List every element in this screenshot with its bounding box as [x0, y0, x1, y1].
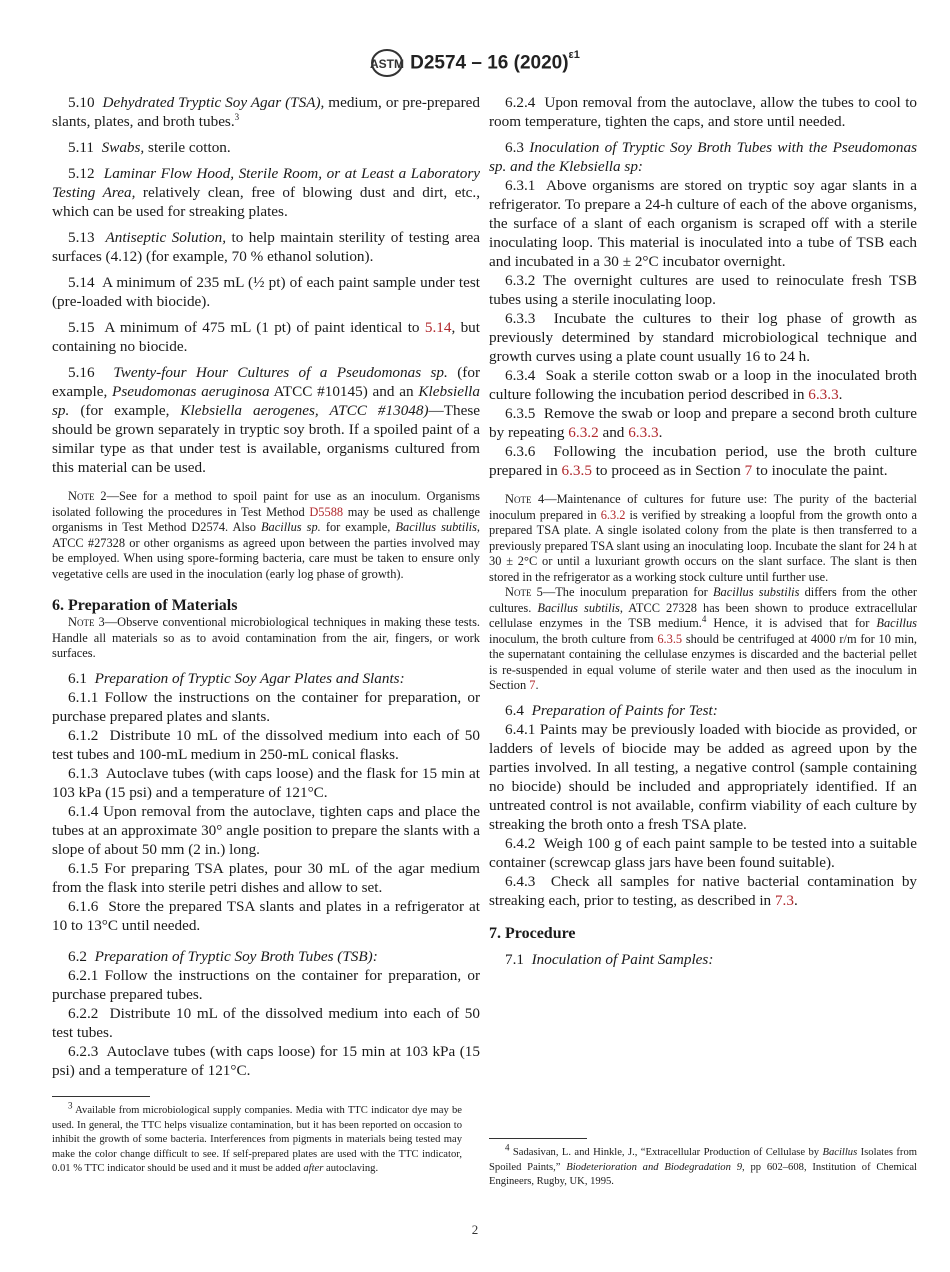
link-6-3-2[interactable]: 6.3.2	[568, 424, 599, 441]
para-6-4-3: 6.4.3 Check all samples for native bacterial contamination by streaking each, prior to testing, as described in 7.3.	[489, 872, 918, 909]
right-column	[489, 93, 917, 969]
link-section-7[interactable]: 7	[744, 462, 753, 479]
link-6-3-3[interactable]: 6.3.3	[808, 386, 839, 403]
footnote-4: $^4$ Sadasivan, L. and Hinkle, J., “Extracellular Production of Cellulase by Bacillus Isolates from Spoiled Paints,” Biodeterioration and Biodegradation 9, pp 602–608, Institution of Chemical Engineers, Rugby, UK, 1995.	[489, 1142, 917, 1187]
note-4: Note 4—Maintenance of cultures for future use: The purity of the bacterial inoculum prepared in 6.3.2 is verified by streaking a loopful from the growth onto a prepared TSA plate. A single isolated colony from the plate is then transferred to a previously prepared TSA slant using an inoculating loop. Incubate the slant for 24 h at 30 ± 2°C or until a luxuriant growth occurs on the slant surface. The slant is then stored in the refrigerator as a working stock culture until further use.	[489, 492, 917, 584]
link-5-14[interactable]: 5.14	[424, 319, 452, 336]
para-6-4: 6.4 Preparation of Paints for Test:	[505, 701, 718, 719]
section-7-heading: 7. Procedure	[489, 924, 576, 942]
para-5-14: 5.14 A minimum of 235 mL (½ pt) of each paint sample under test (pre-loaded with biocide).	[52, 274, 480, 310]
link-6-3-5[interactable]: 6.3.5	[657, 631, 683, 646]
para-5-15: 5.15 A minimum of 475 mL (1 pt) of paint identical to 5.14, but containing no biocide.	[52, 319, 480, 355]
para-5-12: 5.12 Laminar Flow Hood, Sterile Room, or at Least a Laboratory Testing Area, relatively clean, free of blowing dust and dirt, etc., which can be used for streaking plates.	[52, 165, 481, 220]
para-6-1: 6.1 Preparation of Tryptic Soy Agar Plates and Slants:	[68, 669, 405, 687]
footnote-3: $^3$ Available from microbiological supply companies. Media with TTC indicator dye may be used. In general, the TTC helps visualize contamination, but it has been reported on occasion to inhibit the growth of some bacteria. Interferences from pigments in materials being tested may make the color change difficult to see. If self-prepared plates are used with the TTC indicator, 0.01 % TTC indicator should be used and it must be added after autoclaving.	[52, 1100, 462, 1174]
para-6-1-1: 6.1.1 Follow the instructions on the container for preparation, or purchase prepared plates and slants.	[52, 688, 480, 725]
link-6-3-2[interactable]: 6.3.2	[600, 507, 626, 522]
para-5-11: 5.11 Swabs, sterile cotton.	[68, 139, 231, 156]
note-2: Note 2—See for a method to spoil paint for use as an inoculum. Organisms isolated following the procedures in Test Method D5588 may be used as challenge organisms in Test Method D2574. Also Bacillus sp. for example, Bacillus subtilis, ATCC #27328 or other organisms as agreed upon between the parties involved may be employed. When using spore-forming bacteria, care must be taken to ensure only vegetative cells are used in the inoculation (early log phase of growth).	[52, 489, 481, 581]
para-6-1-2: 6.1.2 Distribute 10 mL of the dissolved medium into each of 50 test tubes and 100-mL medium in 250-mL conical flasks.	[52, 726, 480, 763]
para-6-2-4: 6.2.4 Upon removal from the autoclave, allow the tubes to cool to room temperature, tighten the caps, and store until needed.	[489, 94, 918, 130]
para-6-4-2: 6.4.2 Weigh 100 g of each paint sample to be tested into a suitable container (screwcap glass jars have been found suitable).	[489, 834, 917, 871]
para-6-2-1: 6.2.1 Follow the instructions on the container for preparation, or purchase prepared tubes.	[52, 966, 480, 1003]
document-designation: D2574 – 16 $(2020)^{\varepsilon 1}$	[410, 48, 580, 74]
link-d5588[interactable]: D5588	[309, 504, 344, 519]
link-7-3[interactable]: 7.3	[774, 891, 794, 909]
link-6-3-3[interactable]: 6.3.3	[628, 424, 659, 441]
svg-text:ASTM: ASTM	[370, 57, 405, 71]
para-6-2-2: 6.2.2 Distribute 10 mL of the dissolved medium into each of 50 test tubes.	[52, 1004, 480, 1041]
para-6-3: 6.3 Inoculation of Tryptic Soy Broth Tubes with the Pseudomonas sp. and the Klebsiella sp:	[489, 139, 918, 175]
para-5-10: 5.10 Dehydrated Tryptic Soy Agar (TSA), medium, or pre-prepared slants, plates, and broth tubes.$^3$	[52, 94, 480, 130]
para-7-1: 7.1 Inoculation of Paint Samples:	[505, 950, 714, 968]
footnote-divider-right	[489, 1138, 587, 1139]
page-number: 2	[471, 1222, 479, 1237]
para-6-4-1: 6.4.1 Paints may be previously loaded with biocide as provided, or ladders of levels of biocide may be added as agreed upon by the parties involved. In all testing, a negative control (sample containing no biocide) should be included and appropriately identified. If an untreated control is not available, confirm viability of each culture by streaking the broth onto a fresh TSA plate.	[489, 720, 917, 833]
left-column	[52, 93, 480, 1080]
para-6-3-1: 6.3.1 Above organisms are stored on tryptic soy agar slants in a refrigerator. To prepare a 24-h culture of each of the above organisms, the surface of a slant of each organism is scraped off with a sterile inoculating loop. This material is inoculated into a tube of TSB each and incubated in a 30 ± 2°C incubator overnight.	[489, 177, 917, 270]
note-3: Note 3—Observe conventional microbiological techniques in making these tests. Handle all materials so as to avoid contamination from the air, fingers, or work surfaces.	[52, 615, 480, 660]
page-header	[0, 48, 950, 83]
link-section-7[interactable]: 7	[529, 678, 536, 692]
link-6-3-5[interactable]: 6.3.5	[561, 462, 592, 479]
para-6-2: 6.2 Preparation of Tryptic Soy Broth Tubes (TSB):	[68, 947, 378, 965]
para-5-13: 5.13 Antiseptic Solution, to help maintain sterility of testing area surfaces (4.12) (for example, 70 % ethanol solution).	[52, 229, 480, 265]
para-6-3-3: 6.3.3 Incubate the cultures to their log phase of growth as previously determined by standard microbiological technique and growth curves using a plate count usually 16 to 24 h.	[489, 310, 918, 365]
para-6-1-5: 6.1.5 For preparing TSA plates, pour 30 mL of the agar medium from the flask into sterile petri dishes and allow to set.	[52, 859, 481, 896]
para-6-3-2: 6.3.2 The overnight cultures are used to reinoculate fresh TSB tubes using a sterile inoculating loop.	[489, 272, 917, 308]
para-6-1-6: 6.1.6 Store the prepared TSA slants and plates in a refrigerator at 10 to 13°C until needed.	[52, 897, 480, 934]
note-5: Note 5—The inoculum preparation for Bacillus substilis differs from the other cultures. Bacillus subtilis, ATCC 27328 has been shown to produce extracellular cellulase enzymes in the TSB medium.$^4$ Hence, it is advised that for Bacillus inoculum, the broth culture from 6.3.5 should be centrifuged at 4000 r/m for 10 min, the supernatant containing the cellulase enzymes is discarded and the bacterial pellet is re-suspended in equal volume of sterile water and then used as the inoculum in Section 7.	[489, 585, 918, 692]
footnote-divider-left	[52, 1096, 150, 1097]
para-6-1-3: 6.1.3 Autoclave tubes (with caps loose) and the flask for 15 min at 103 kPa (15 psi) and a temperature of 121°C.	[52, 764, 480, 801]
para-5-16: 5.16 Twenty-four Hour Cultures of a Pseudomonas sp. (for example, Pseudomonas aeruginosa ATCC #10145) and an Klebsiella sp. (for example, Klebsiella aerogenes, ATCC #13048)—These should be grown separately in tryptic soy broth. If a spoiled paint of a similar type as that under test is available, organisms cultured from this material can be used.	[52, 364, 480, 476]
para-6-3-6: 6.3.6 Following the incubation period, use the broth culture prepared in 6.3.5 to proceed as in Section 7 to inoculate the paint.	[489, 443, 918, 479]
section-6-heading: 6. Preparation of Materials	[52, 597, 238, 614]
para-6-3-5: 6.3.5 Remove the swab or loop and prepare a second broth culture by repeating 6.3.2 and 6.3.3.	[489, 405, 917, 441]
para-6-3-4: 6.3.4 Soak a sterile cotton swab or a loop in the inoculated broth culture following the incubation period described in 6.3.3.	[489, 367, 918, 403]
astm-logo-icon	[370, 48, 404, 78]
para-6-2-3: 6.2.3 Autoclave tubes (with caps loose) for 15 min at 103 kPa (15 psi) and a temperature of 121°C.	[52, 1042, 480, 1079]
para-6-1-4: 6.1.4 Upon removal from the autoclave, tighten caps and place the tubes at an approximate 30° angle position to prepare the slants with a slope of about 50 mm (2 in.) long.	[52, 802, 480, 858]
